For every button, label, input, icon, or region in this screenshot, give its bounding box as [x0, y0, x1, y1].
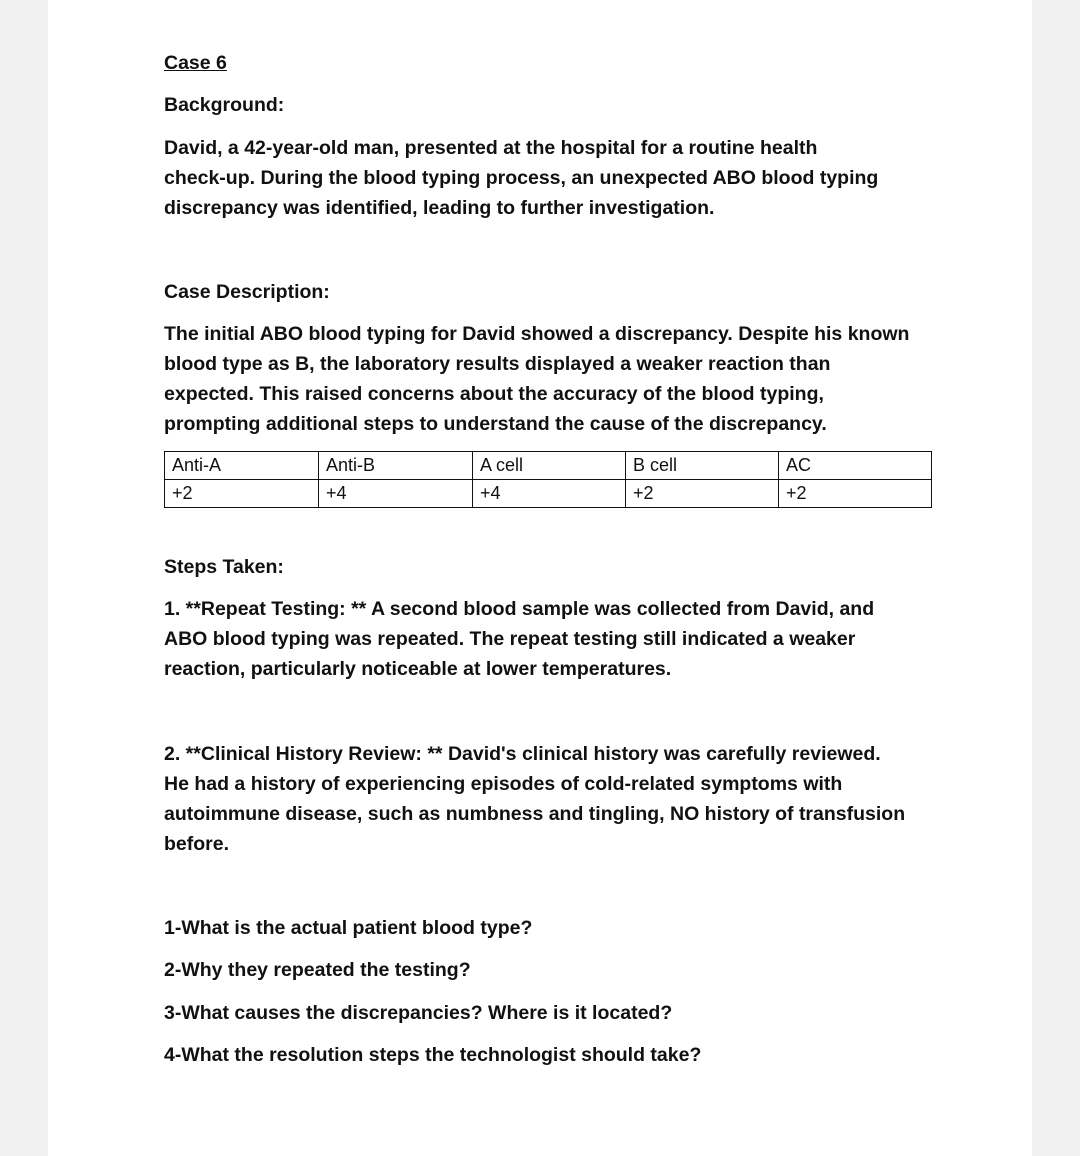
step-1-paragraph — [164, 594, 924, 684]
header-b-cell: B cell — [626, 452, 779, 480]
question-1: 1-What is the actual patient blood type? — [164, 917, 533, 939]
header-anti-b: Anti-B — [319, 452, 473, 480]
case-description-line: expected. This raised concerns about the accuracy of the blood typing, — [164, 383, 824, 405]
case-description-heading: Case Description: — [164, 281, 330, 303]
table-header-row — [165, 452, 932, 480]
case-description-paragraph — [164, 319, 924, 439]
value-b-cell: +2 — [626, 480, 779, 508]
case-description-line: prompting additional steps to understand the cause of the discrepancy. — [164, 413, 827, 435]
case-title: Case 6 — [164, 52, 227, 74]
value-anti-a: +2 — [165, 480, 319, 508]
question-4: 4-What the resolution steps the technologist should take? — [164, 1044, 702, 1066]
header-anti-a: Anti-A — [165, 452, 319, 480]
steps-heading: Steps Taken: — [164, 556, 284, 578]
step-1-line: ABO blood typing was repeated. The repeat testing still indicated a weaker — [164, 628, 856, 650]
background-line: discrepancy was identified, leading to further investigation. — [164, 197, 715, 219]
background-heading: Background: — [164, 94, 285, 116]
step-2-line: autoimmune disease, such as numbness and tingling, NO history of transfusion — [164, 803, 906, 825]
abo-results-table — [164, 451, 932, 508]
step-1-line: 1. **Repeat Testing: ** A second blood sample was collected from David, and — [164, 598, 875, 620]
table-row — [165, 480, 932, 508]
background-paragraph — [164, 133, 924, 223]
value-a-cell: +4 — [473, 480, 626, 508]
question-2: 2-Why they repeated the testing? — [164, 959, 471, 981]
step-2-paragraph — [164, 739, 924, 859]
step-2-line: He had a history of experiencing episodes of cold-related symptoms with — [164, 773, 843, 795]
step-2-line: before. — [164, 833, 230, 855]
question-3: 3-What causes the discrepancies? Where is it located? — [164, 1002, 673, 1024]
header-ac: AC — [779, 452, 932, 480]
step-1-line: reaction, particularly noticeable at lower temperatures. — [164, 658, 672, 680]
value-anti-b: +4 — [319, 480, 473, 508]
value-ac: +2 — [779, 480, 932, 508]
case-description-line: blood type as B, the laboratory results displayed a weaker reaction than — [164, 353, 831, 375]
case-description-line: The initial ABO blood typing for David showed a discrepancy. Despite his known — [164, 323, 910, 345]
step-2-line: 2. **Clinical History Review: ** David's clinical history was carefully reviewed. — [164, 743, 881, 765]
header-a-cell: A cell — [473, 452, 626, 480]
background-line: check-up. During the blood typing process, an unexpected ABO blood typing — [164, 167, 879, 189]
background-line: David, a 42-year-old man, presented at the hospital for a routine health — [164, 137, 818, 159]
